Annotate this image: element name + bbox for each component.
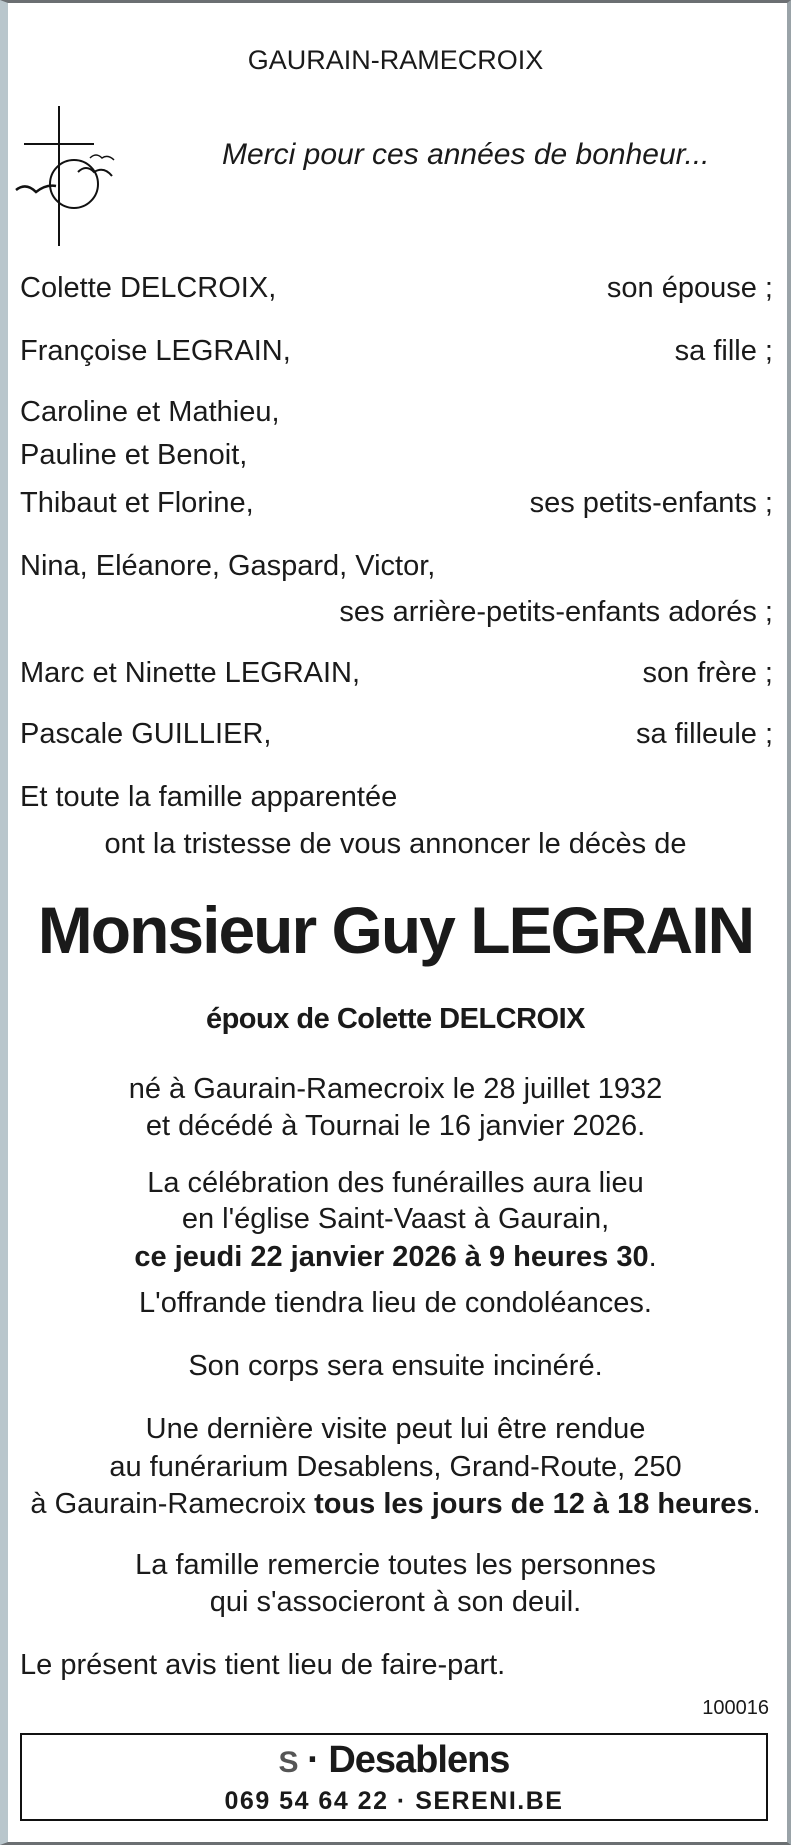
visit-time: tous les jours de 12 à 18 heures	[314, 1488, 753, 1520]
funeral-home-box	[20, 1733, 768, 1821]
ceremony-date: ce jeudi 22 janvier 2026 à 9 heures 30	[134, 1241, 649, 1273]
family-name-line	[20, 394, 773, 430]
funeral-home-name: · Desablens	[307, 1739, 510, 1781]
notice-line: Le présent avis tient lieu de faire-part.	[20, 1649, 506, 1681]
thanks-line: qui s'associeront à son deuil.	[209, 1586, 582, 1618]
funeral-home-logo	[22, 1737, 766, 1786]
family-name: Pauline et Benoit,	[20, 439, 248, 471]
family-row	[20, 716, 773, 752]
thanks-line: La famille remercie toutes les personnes	[135, 1549, 656, 1581]
town-heading: GAURAIN-RAMECROIX	[247, 45, 544, 75]
cross-sun-birds-icon	[14, 104, 119, 249]
family-name: Nina, Eléanore, Gaspard, Victor,	[20, 550, 436, 582]
family-name: Colette DELCROIX,	[20, 272, 277, 304]
family-name: Françoise LEGRAIN,	[20, 335, 291, 367]
visit-line: Une dernière visite peut lui être rendue	[145, 1413, 646, 1445]
motto: Merci pour ces années de bonheur...	[222, 138, 710, 171]
visit-hours	[0, 1486, 791, 1522]
family-row	[20, 485, 773, 521]
ceremony-line: La célébration des funérailles aura lieu	[147, 1167, 644, 1199]
funeral-home-contact: 069 54 64 22 · SERENI.BE	[224, 1787, 564, 1815]
family-name: Marc et Ninette LEGRAIN,	[20, 657, 361, 689]
family-name-line	[20, 548, 773, 584]
family-relation: ses petits-enfants ;	[529, 487, 773, 519]
visit-line: au funérarium Desablens, Grand-Route, 250	[109, 1451, 682, 1483]
family-name: Pascale GUILLIER,	[20, 718, 272, 750]
family-row	[20, 655, 773, 691]
offering-line: L'offrande tiendra lieu de condoléances.	[139, 1287, 652, 1319]
reference-number: 100016	[702, 1697, 769, 1719]
family-relation: son frère ;	[642, 657, 773, 689]
death-line: et décédé à Tournai le 16 janvier 2026.	[145, 1110, 646, 1142]
family-relation-line	[20, 594, 773, 630]
ceremony-line: en l'église Saint-Vaast à Gaurain,	[181, 1203, 610, 1235]
birth-line: né à Gaurain-Ramecroix le 28 juillet 1932	[128, 1073, 663, 1105]
family-relation: sa fille ;	[674, 335, 773, 367]
family-name-line	[20, 437, 773, 473]
family-row	[20, 333, 773, 369]
family-relation: sa filleule ;	[635, 718, 773, 750]
ceremony-datetime	[0, 1239, 791, 1275]
family-name: Caroline et Mathieu,	[20, 396, 280, 428]
family-row	[20, 270, 773, 306]
logo-letter: S	[278, 1746, 298, 1779]
spouse-line: époux de Colette DELCROIX	[205, 1003, 586, 1035]
punct: .	[648, 1241, 657, 1273]
intro-line: ont la tristesse de vous annoncer le décès de	[104, 828, 687, 860]
cremation-line: Son corps sera ensuite incinéré.	[188, 1350, 603, 1382]
family-relation: ses arrière-petits-enfants adorés ;	[339, 596, 773, 628]
visit-place: à Gaurain-Ramecroix	[30, 1488, 315, 1520]
family-relation: son épouse ;	[606, 272, 773, 304]
intro-line: Et toute la famille apparentée	[20, 781, 398, 813]
punct: .	[752, 1488, 761, 1520]
deceased-name: Monsieur Guy LEGRAIN	[37, 893, 754, 967]
family-name: Thibaut et Florine,	[20, 487, 254, 519]
